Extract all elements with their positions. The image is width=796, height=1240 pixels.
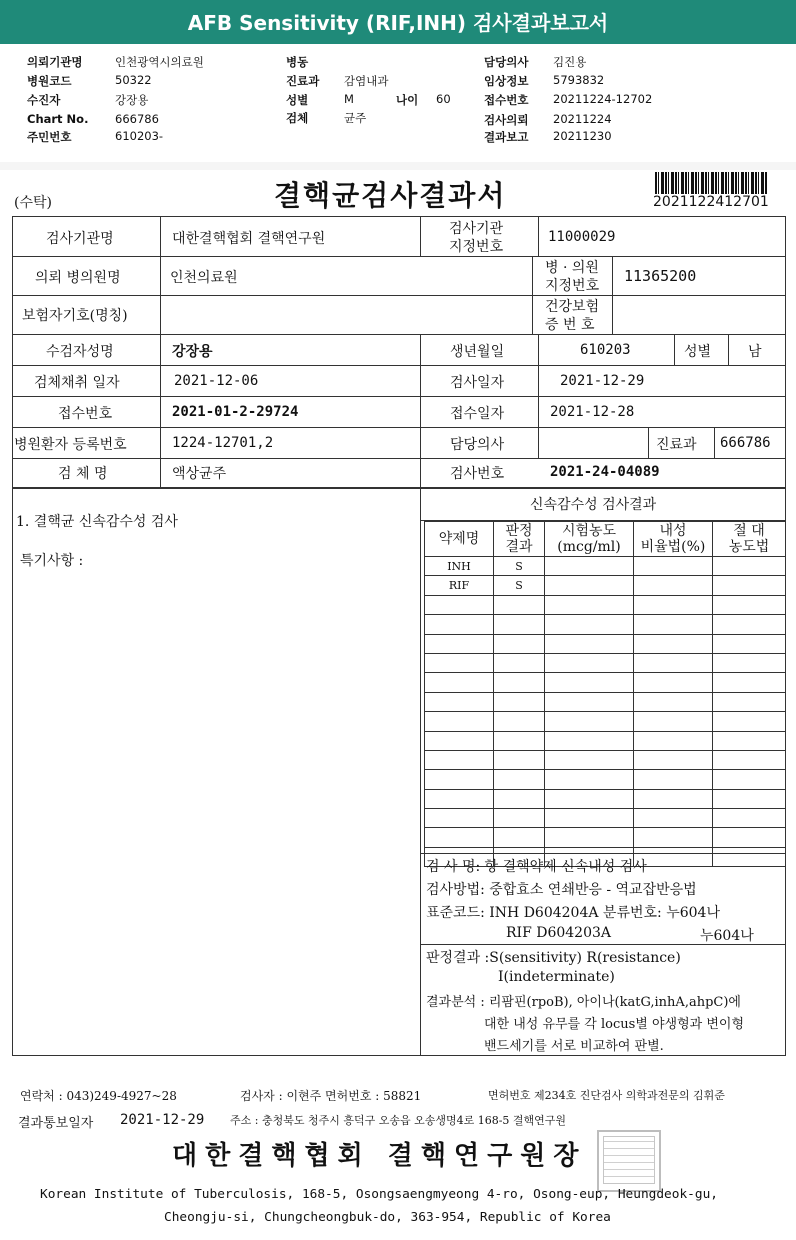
collect-date-label: 검체채취 일자 xyxy=(34,375,120,391)
test-item: 1. 결핵균 신속감수성 검사 xyxy=(16,514,178,530)
analysis-note: 결과분석 : 리팜핀(rpoB), 아이나(katG,inhA,ahpC)에 xyxy=(426,995,741,1010)
std-code-note: 표준코드: INH D604204A 분류번호: 누604나 xyxy=(426,905,720,921)
method-note: 검사방법: 중합효소 연쇄반응 - 역교잡반응법 xyxy=(426,882,697,898)
report-header xyxy=(0,44,796,162)
table-row xyxy=(425,634,786,653)
table-row xyxy=(425,770,786,789)
drug-cell: INH xyxy=(425,557,494,576)
document-title: 결핵균검사결과서 xyxy=(274,179,507,212)
lab-code: 11000029 xyxy=(548,229,616,245)
header-value: 5793832 xyxy=(553,73,605,87)
reception-date-label: 접수일자 xyxy=(450,406,505,422)
std-code-note: RIF D604203A xyxy=(506,925,612,941)
table-row xyxy=(425,731,786,750)
header-value: 인천광역시의료원 xyxy=(115,55,204,69)
results-title: 신속감수성 검사결과 xyxy=(530,497,657,513)
header-label: 병원코드 xyxy=(27,74,72,88)
header-label: 결과보고 xyxy=(484,130,529,144)
patient-name: 강장용 xyxy=(172,344,213,360)
concentration-header: 시험농도 (mcg/ml) xyxy=(545,522,634,557)
barcode-number: 2021122412701 xyxy=(653,194,769,210)
official-seal xyxy=(597,1130,661,1192)
ratio-cell xyxy=(634,576,713,595)
lab-code-label: 지정번호 xyxy=(449,239,504,255)
header-value: 20211230 xyxy=(553,129,612,143)
tester: 검사자 : 이현주 면허번호 : 58821 xyxy=(240,1089,422,1103)
table-row xyxy=(425,809,786,828)
sex-label: 성별 xyxy=(684,344,712,360)
analysis-note: 대한 내성 유무를 각 locus별 야생형과 변이형 xyxy=(484,1017,745,1032)
test-no-label: 검사번호 xyxy=(450,466,505,482)
table-row xyxy=(425,828,786,847)
header-value: 감염내과 xyxy=(344,74,389,88)
organization-name: 대한결핵협회 결핵연구원장 xyxy=(172,1141,587,1171)
result-cell: S xyxy=(494,576,545,595)
hospital-code-label: 지정번호 xyxy=(545,278,600,294)
specimen: 액상균주 xyxy=(172,466,227,482)
header-label: 접수번호 xyxy=(484,93,529,107)
notify-date: 2021-12-29 xyxy=(120,1112,205,1128)
abs-cell xyxy=(713,557,786,576)
header-label: Chart No. xyxy=(27,112,89,126)
header-value: M xyxy=(344,92,354,106)
registration-no: 1224-12701,2 xyxy=(172,435,274,451)
report-banner: AFB Sensitivity (RIF,INH) 검사결과보고서 xyxy=(0,0,796,44)
hospital-code-label: 병 · 의원 xyxy=(545,260,599,276)
doctor-label: 담당의사 xyxy=(450,437,505,453)
table-row xyxy=(425,712,786,731)
header-label: 검체 xyxy=(286,111,309,125)
header-label: 주민번호 xyxy=(27,130,72,144)
header-label: 임상정보 xyxy=(484,74,529,88)
hospital-code: 11365200 xyxy=(624,267,697,285)
conc-cell xyxy=(545,557,634,576)
conc-cell xyxy=(545,576,634,595)
dept-label: 진료과 xyxy=(656,437,697,453)
header-value: 20211224 xyxy=(553,112,612,126)
insurance-label: 건강보험 xyxy=(545,299,600,315)
analysis-note: 밴드세기를 서로 비교하여 판별. xyxy=(484,1039,664,1054)
table-row xyxy=(425,615,786,634)
header-label: 담당의사 xyxy=(484,55,529,69)
table-row xyxy=(425,653,786,672)
header-label: 의뢰기관명 xyxy=(27,55,83,69)
drug-cell: RIF xyxy=(425,576,494,595)
test-name-note: 검 사 명: 항 결핵약제 신속내성 검사 xyxy=(426,859,647,875)
header-value: 강장용 xyxy=(115,93,149,107)
header-value: 610203- xyxy=(115,129,164,143)
insurance-label: 증 번 호 xyxy=(545,317,595,333)
license: 면허번호 제234호 진단검사 의학과전문의 김휘준 xyxy=(488,1089,725,1102)
lab-name-label: 검사기관명 xyxy=(46,231,114,247)
judgement-note: 판정결과 :S(sensitivity) R(resistance) xyxy=(426,950,681,966)
table-row xyxy=(425,692,786,711)
barcode xyxy=(655,172,767,194)
lab-name: 대한결핵협회 결핵연구원 xyxy=(172,231,326,247)
drug-header: 약제명 xyxy=(425,522,494,557)
insurer-label: 보험자기호(명칭) xyxy=(22,308,128,324)
absolute-header: 절 대 농도법 xyxy=(713,522,786,557)
header-label: 성별 xyxy=(286,93,309,107)
judgement-note: I(indeterminate) xyxy=(498,969,615,985)
dept: 666786 xyxy=(720,435,771,451)
table-row xyxy=(425,557,786,576)
abs-cell xyxy=(713,576,786,595)
table-row xyxy=(425,673,786,692)
header-label: 검사의뢰 xyxy=(484,113,529,127)
specimen-label: 검 체 명 xyxy=(58,466,108,482)
test-date: 2021-12-29 xyxy=(560,373,645,389)
header-label: 수진자 xyxy=(27,93,61,107)
contact: 연락처 : 043)249-4927~28 xyxy=(20,1089,177,1103)
header-value: 20211224-12702 xyxy=(553,92,653,106)
registration-no-label: 병원환자 등록번호 xyxy=(14,437,127,453)
table-row xyxy=(425,595,786,614)
reception-no-label: 접수번호 xyxy=(58,406,113,422)
test-no: 2021-24-04089 xyxy=(550,464,660,480)
results-table xyxy=(424,521,786,867)
lab-code-label: 검사기관 xyxy=(449,221,504,237)
english-address: Cheongju-si, Chungcheongbuk-do, 363-954, Republic of Korea xyxy=(164,1210,611,1225)
table-row xyxy=(425,789,786,808)
class-code-note: 누604나 xyxy=(700,928,754,944)
header-value: 50322 xyxy=(115,73,152,87)
ref-hospital: 인천의료원 xyxy=(170,270,238,286)
collect-date: 2021-12-06 xyxy=(174,373,259,389)
header-label: 병동 xyxy=(286,55,309,69)
header-value: 균주 xyxy=(344,111,367,125)
result-cell: S xyxy=(494,557,545,576)
ref-hospital-label: 의뢰 병의원명 xyxy=(35,270,121,286)
header-value: 666786 xyxy=(115,112,159,126)
header-value: 김진용 xyxy=(553,55,587,69)
reception-no: 2021-01-2-29724 xyxy=(172,404,299,420)
ratio-header: 내성 비율법(%) xyxy=(634,522,713,557)
reception-date: 2021-12-28 xyxy=(550,404,635,420)
table-row xyxy=(425,576,786,595)
test-date-label: 검사일자 xyxy=(450,375,505,391)
table-row xyxy=(425,750,786,769)
english-address: Korean Institute of Tuberculosis, 168-5, Osongsaengmyeong 4-ro, Osong-eup, Heungdeok-gu, xyxy=(40,1187,718,1202)
remarks-label: 특기사항 : xyxy=(20,553,84,569)
sex: 남 xyxy=(748,344,762,360)
address: 주소 : 충청북도 청주시 흥덕구 오송읍 오송생명4로 168-5 결핵연구원 xyxy=(230,1114,567,1127)
notify-label: 결과통보일자 xyxy=(18,1116,94,1131)
results-header-row xyxy=(425,522,786,557)
copy-mark: (수탁) xyxy=(14,195,52,211)
result-header: 판정 결과 xyxy=(494,522,545,557)
header-value: 60 xyxy=(436,92,451,106)
ratio-cell xyxy=(634,557,713,576)
birth-date: 610203 xyxy=(580,342,631,358)
patient-label: 수검자성명 xyxy=(46,344,114,360)
header-label: 나이 xyxy=(396,93,419,107)
header-label: 진료과 xyxy=(286,74,320,88)
birth-label: 생년월일 xyxy=(450,344,505,360)
